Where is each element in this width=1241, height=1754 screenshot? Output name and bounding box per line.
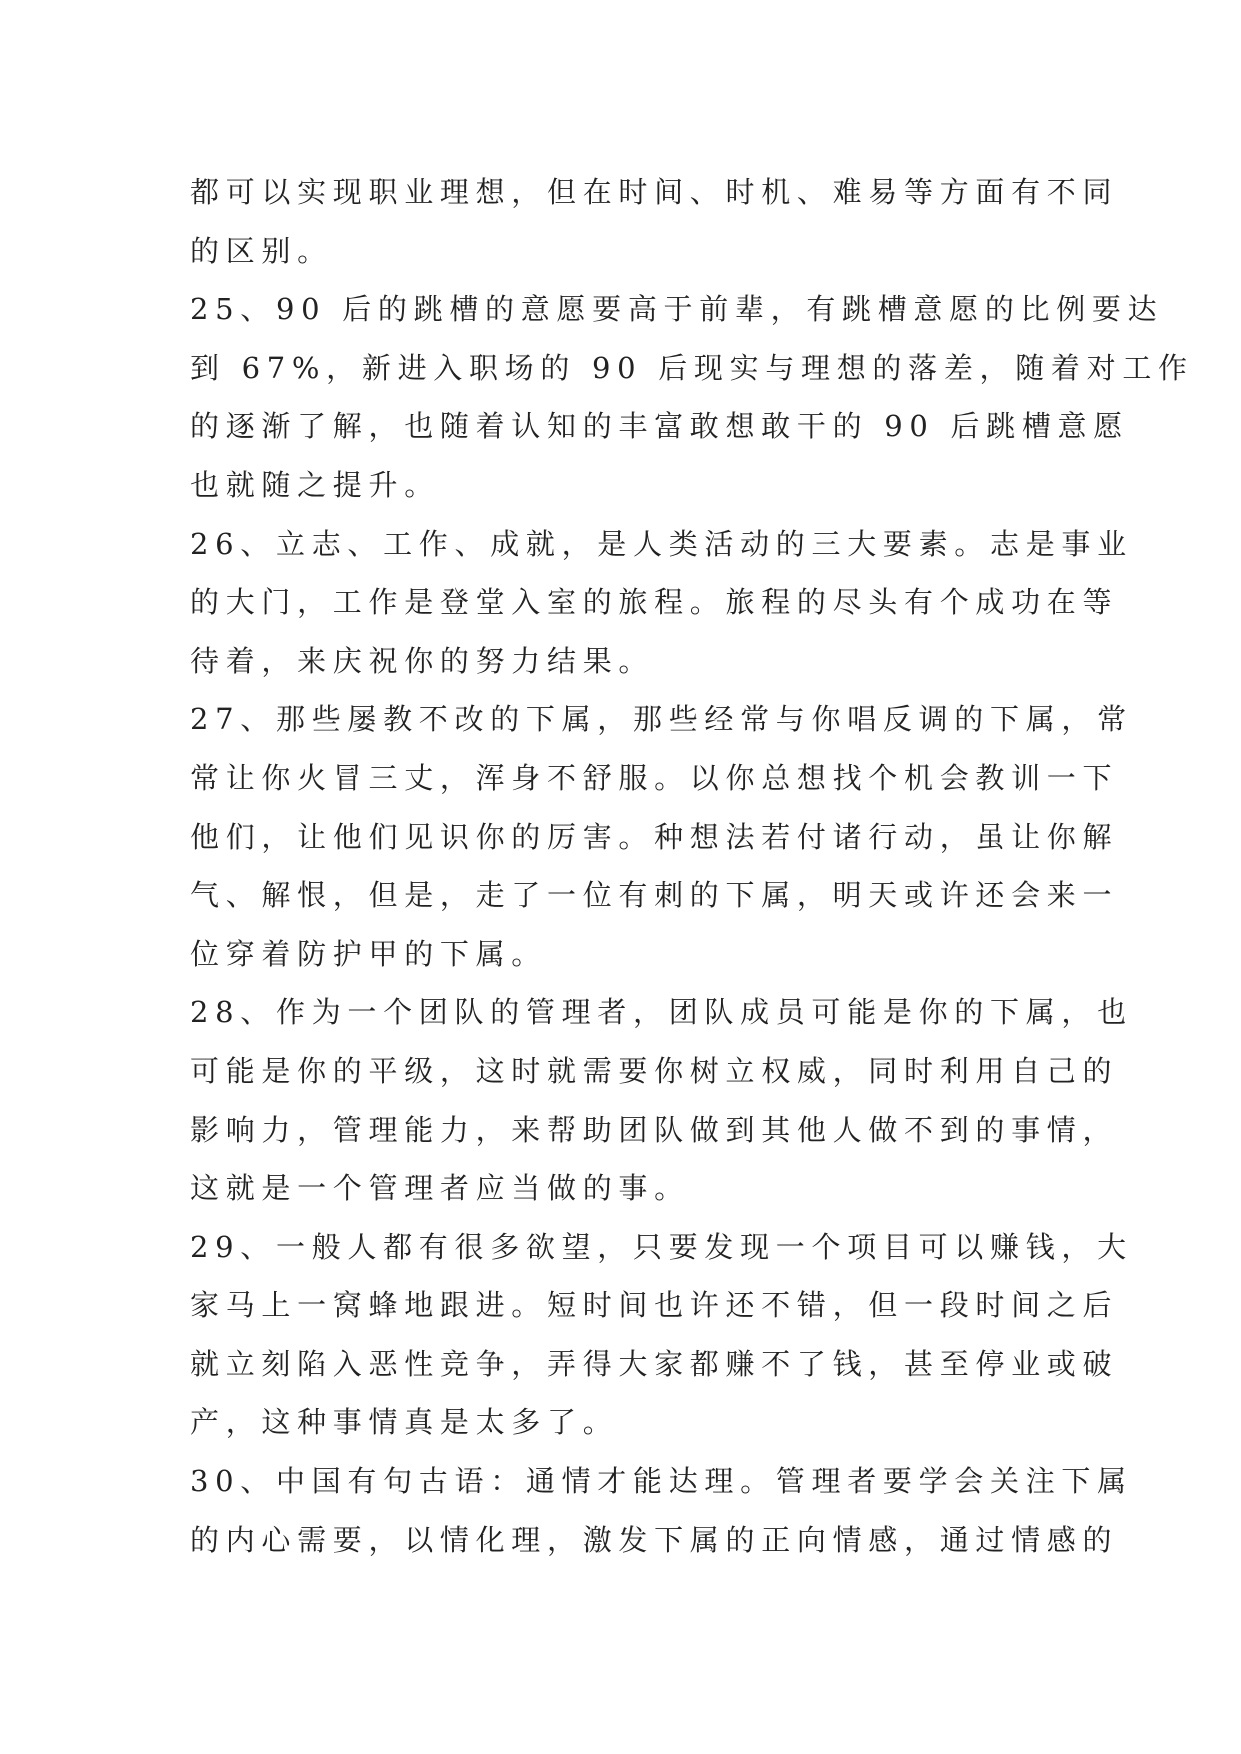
text-line: 这就是一个管理者应当做的事。 [190, 1171, 690, 1206]
text-line: 到 67%，新进入职场的 90 后现实与理想的落差，随着对工作 [190, 350, 1194, 385]
text-line: 也就随之提升。 [190, 467, 440, 502]
document-body [190, 163, 1194, 1569]
paragraph-25-line: 25、90 后的跳槽的意愿要高于前辈，有跳槽意愿的比例要达 [190, 292, 1164, 327]
text-line: 位穿着防护甲的下属。 [190, 936, 548, 971]
text-line: 气、解恨，但是，走了一位有刺的下属，明天或许还会来一 [190, 878, 1119, 913]
text-line: 他们，让他们见识你的厉害。种想法若付诸行动，虽让你解 [190, 819, 1119, 854]
text-line: 的大门，工作是登堂入室的旅程。旅程的尽头有个成功在等 [190, 585, 1119, 620]
paragraph-26-line: 26、立志、工作、成就，是人类活动的三大要素。志是事业 [190, 526, 1133, 561]
paragraph-28-line: 28、作为一个团队的管理者，团队成员可能是你的下属，也 [190, 995, 1133, 1030]
text-line: 的内心需要，以情化理，激发下属的正向情感，通过情感的 [190, 1522, 1119, 1557]
text-line: 常让你火冒三丈，浑身不舒服。以你总想找个机会教训一下 [190, 760, 1119, 795]
paragraph-27-line: 27、那些屡教不改的下属，那些经常与你唱反调的下属，常 [190, 702, 1133, 737]
paragraph-29-line: 29、一般人都有很多欲望，只要发现一个项目可以赚钱，大 [190, 1229, 1133, 1264]
text-line: 产，这种事情真是太多了。 [190, 1405, 619, 1440]
text-line: 都可以实现职业理想，但在时间、时机、难易等方面有不同 [190, 175, 1119, 209]
paragraph-30-line: 30、中国有句古语：通情才能达理。管理者要学会关注下属 [190, 1464, 1133, 1499]
text-line: 影响力，管理能力，来帮助团队做到其他人做不到的事情， [190, 1112, 1119, 1147]
text-line: 可能是你的平级，这时就需要你树立权威，同时利用自己的 [190, 1053, 1119, 1088]
text-line: 家马上一窝蜂地跟进。短时间也许还不错，但一段时间之后 [190, 1288, 1119, 1323]
text-line: 的区别。 [190, 233, 333, 268]
text-line: 的逐渐了解，也随着认知的丰富敢想敢干的 90 后跳槽意愿 [190, 409, 1129, 444]
text-line: 就立刻陷入恶性竞争，弄得大家都赚不了钱，甚至停业或破 [190, 1346, 1119, 1381]
text-line: 待着，来庆祝你的努力结果。 [190, 643, 655, 678]
